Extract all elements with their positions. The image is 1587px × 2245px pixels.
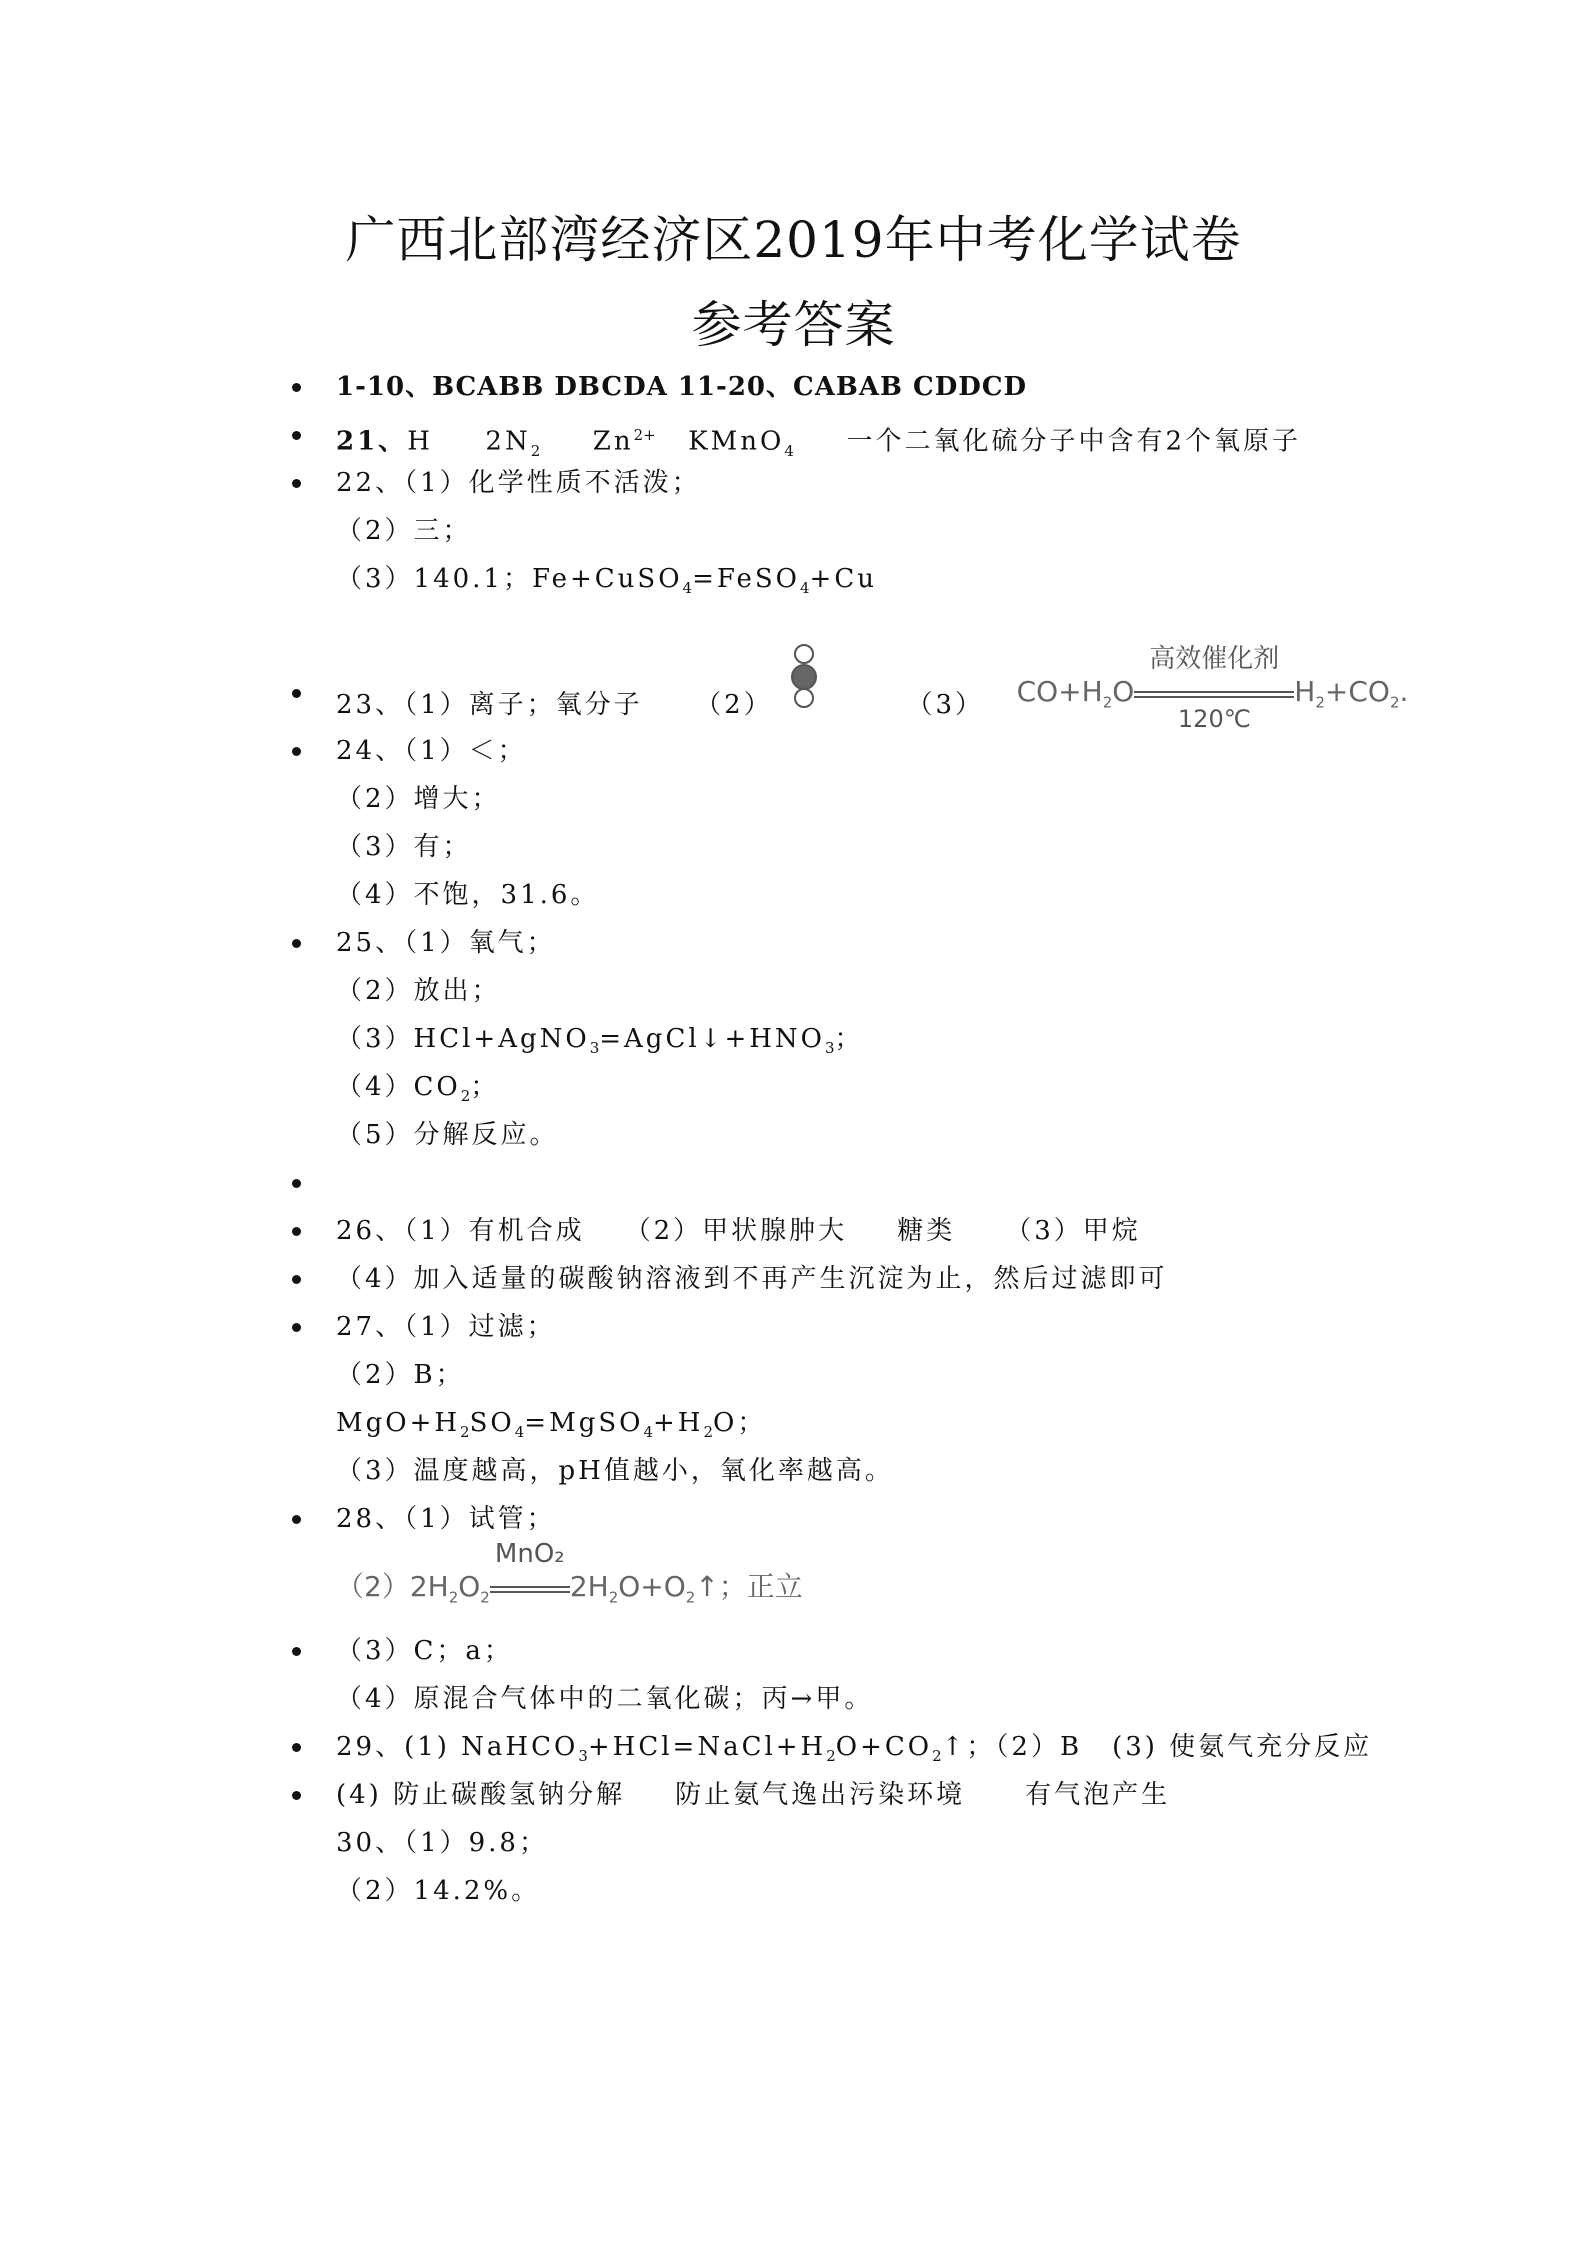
answer-28-4: （4）原混合气体中的二氧化碳；丙→甲。: [336, 1684, 874, 1714]
answer-29-1: 29、(1) $NaHCO_3+HCl=NaCl+H_2O+CO_2↑$；（2）B (3) 使氨气充分反应: [336, 1730, 1372, 1773]
answer-27-3: （3）温度越高，pH值越小，氧化率越高。: [336, 1456, 894, 1486]
answer-23: 23、（1）离子；氧分子 （2） （3） $CO+H_2O$ 高效催化剂 120℃ $H_2+CO_2$.: [336, 676, 1408, 736]
answer-26-2: （4）加入适量的碳酸钠溶液到不再产生沉淀为止，然后过滤即可: [336, 1262, 1168, 1296]
answer-22-1: 22、（1）化学性质不活泼；: [336, 466, 701, 500]
bullet: [292, 1227, 301, 1236]
answer-30-1: 30、（1）9.8；: [336, 1828, 548, 1858]
bullet: [292, 479, 301, 488]
answer-24-4: （4）不饱，31.6。: [336, 880, 600, 910]
answer-25-2: （2）放出；: [336, 976, 501, 1006]
answer-25-3: $(3)HCl+AgNO_3=AgCl↓+HNO_3$；: [336, 1024, 864, 1058]
molecule-model-icon: [784, 676, 824, 736]
catalytic-equation: $CO+H_2O$ 高效催化剂 120℃ $H_2+CO_2$.: [1016, 644, 1409, 733]
bullet: [292, 747, 301, 756]
answer-29-2: (4) 防止碳酸氢钠分解 防止氨气逸出污染环境 有气泡产生: [336, 1778, 1170, 1812]
bullet: [292, 1323, 301, 1332]
bullet: [292, 1647, 301, 1656]
bullet: [292, 383, 301, 392]
answer-27-equation: $MgO+H_2SO_4=MgSO_4+H_2O$；: [336, 1408, 767, 1442]
bullet: [292, 1515, 301, 1524]
answer-25-1: 25、（1）氧气；: [336, 926, 556, 960]
answer-24-3: （3）有；: [336, 832, 472, 862]
bullet: [292, 939, 301, 948]
answer-25-4: $(4)CO_2$；: [336, 1072, 500, 1106]
answer-25-5: （5）分解反应。: [336, 1120, 559, 1150]
answer-26-1: 26、（1）有机合成 （2）甲状腺肿大 糖类 （3）甲烷: [336, 1214, 1141, 1248]
answer-21: 21、H $2N_2$ $Zn^{2+}$ KMnO$_4$ 一个二氧化硫分子中含有2个氧原子: [336, 418, 1301, 468]
answer-24-2: （2）增大；: [336, 784, 501, 814]
bullet: [292, 1179, 301, 1188]
answer-28-1: 28、（1）试管；: [336, 1502, 556, 1536]
answer-22-3: （3）140.1；Fe+CuSO$_4$=FeSO$_4$+Cu: [336, 564, 877, 598]
answer-27-2: （2）B；: [336, 1360, 465, 1390]
bullet: [292, 431, 301, 440]
answer-28-2-equation: $(2)2H_2O_2$ MnO₂ $2H_2O+O_2↑$；正立: [336, 1539, 803, 1607]
reaction-condition: MnO₂: [490, 1571, 570, 1605]
document-subtitle: 参考答案: [691, 296, 896, 354]
answer-27-1: 27、（1）过滤；: [336, 1310, 556, 1344]
reaction-condition: 高效催化剂 120℃: [1134, 676, 1294, 710]
answer-22-2: （2）三；: [336, 516, 472, 546]
document-title: 广西北部湾经济区2019年中考化学试卷: [345, 211, 1242, 269]
answer-30-2: （2）14.2%。: [336, 1876, 541, 1906]
bullet: [292, 1791, 301, 1800]
bullet: [292, 1743, 301, 1752]
bullet: [292, 689, 301, 698]
answer-28-3: （3）C；a；: [336, 1634, 513, 1668]
answer-24-1: 24、（1）＜；: [336, 734, 527, 768]
bullet: [292, 1275, 301, 1284]
answer-1-20: 1-10、BCABB DBCDA 11-20、CABAB CDDCD: [336, 370, 1027, 404]
